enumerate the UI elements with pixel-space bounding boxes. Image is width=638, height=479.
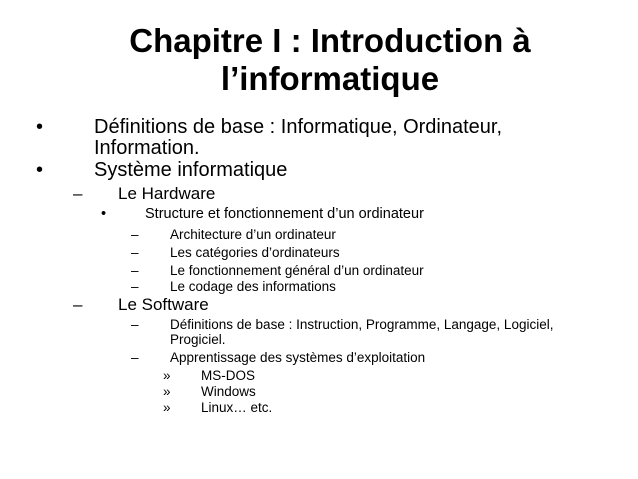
item-fonctionnement: Le fonctionnement général d’un ordinateur [170,263,424,278]
item-structure: Structure et fonctionnement d’un ordinateur [145,206,424,222]
bullet-disc: • [101,206,107,222]
item-definitions-sw-line-1: Définitions de base : Instruction, Programme, Langage, Logiciel, [170,317,554,332]
item-software: Le Software [118,295,209,314]
title-line-1: Chapitre I : Introduction à [129,22,531,59]
item-architecture: Architecture d’un ordinateur [170,227,336,242]
item-linux: Linux… etc. [201,400,273,415]
slide-title [60,22,600,98]
item-hardware: Le Hardware [118,184,216,203]
bullet-raquo: » [163,368,171,383]
title-line-2: l’informatique [220,60,440,97]
item-systeme: Système informatique [94,159,288,181]
bullet-disc: • [36,116,44,138]
item-windows: Windows [201,384,256,399]
bullet-dash: – [73,184,83,203]
bullet-dash: – [131,350,139,365]
item-categories: Les catégories d’ordinateurs [170,245,340,260]
bullet-raquo: » [163,400,171,415]
bullet-dash: – [73,295,83,314]
bullet-dash: – [131,317,139,332]
item-definitions-line-1: Définitions de base : Informatique, Ordinateur, [94,116,503,138]
item-apprentissage: Apprentissage des systèmes d’exploitation [170,350,426,365]
item-definitions-line-2: Information. [94,137,200,159]
bullet-disc: • [36,159,44,181]
item-definitions-sw-line-2: Progiciel. [170,332,226,347]
item-msdos: MS-DOS [201,368,255,383]
bullet-dash: – [131,263,139,278]
bullet-dash: – [131,245,139,260]
bullet-dash: – [131,279,139,294]
item-codage: Le codage des informations [170,279,336,294]
bullet-raquo: » [163,384,171,399]
bullet-dash: – [131,227,139,242]
